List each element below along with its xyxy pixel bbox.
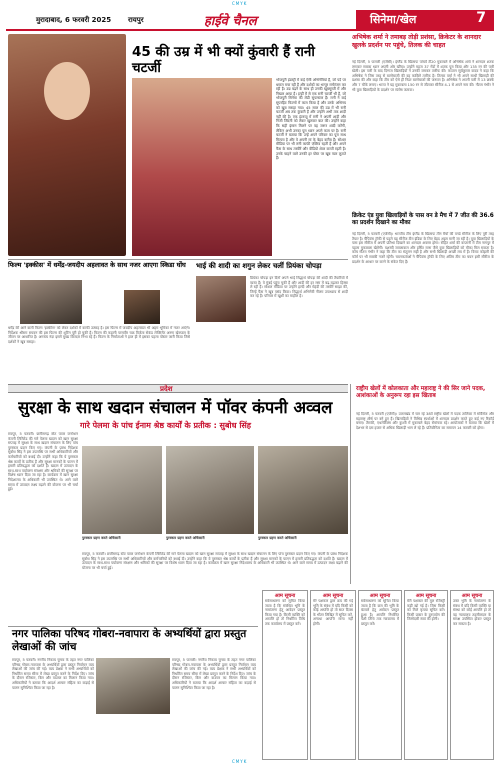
notice-title: आम सूचना [415,593,437,599]
lower-left-divider [8,626,258,627]
pradesh-photo-1 [82,446,162,534]
pradesh-caption-1: पुरस्कार ग्रहण करते अधिकारी [82,536,121,540]
cmyk-label: CMYK [232,759,248,764]
masthead-city: रायपुर [128,16,144,24]
notice-box-2 [310,590,356,760]
pradesh-subhead: गारे पेलमा के पांच ईनाम श्रेष्ठ कार्यों के प्रतीक : सुबोध सिंह [80,421,252,430]
notice-body: मेरी पक्षकार की मूल रजिस्ट्री कहीं खो गई है। जिस किसी को मिले कृपया सूचित करें। किसी प्रकार के दुरुपयोग की जिम्मेदारी स्वयं की होगी। [407,599,445,622]
notice-title: आम सूचना [461,593,483,599]
notice-body: सर्वसाधारण को सूचित किया जाता है कि ग्राम की भूमि के बंटवारे हेतु आवेदन प्रस्तुत हुआ है। आपत्ति निर्धारित पेशी तिथि तक न्यायालय में प्रस्तुत करें। [361,599,399,626]
masthead-logo: हाईवे चैनल [204,14,257,29]
lead-photo [8,34,126,256]
right-lower-headline: राष्ट्रीय खेलों में कोलकाता और महाराष्ट्र ने की सिर जाने पदक, आशंकाओं के अनुरूप रहा इस खिताब [356,386,486,399]
right-divider [350,384,351,584]
pradesh-headline: सुरक्षा के साथ खदान संचालन में पॉवर कंपनी अव्वल [18,398,333,417]
mid-left-photo [20,280,82,324]
notice-title: आम सूचना [322,593,344,599]
notice-title: आम सूचना [369,593,391,599]
section-band-label: प्रदेश [160,385,173,393]
lead-headline: 45 की उम्र में भी क्यों कुंवारी हैं रानी चटर्जी [132,44,315,76]
masthead [6,9,494,31]
mid-left-headline: फिल्म 'इक्कीस' में धर्मेंद्र-जयदीप अहलावत के साथ नजर आएगा स्किडा घोंघ [8,261,186,269]
notice-body: मेरे पक्षकार द्वारा क्रय की गई भूमि के संबंध में यदि किसी को कोई आपत्ति हो तो सात दिवस के भीतर लिखित में सूचित करें, अन्यथा आपत्ति मान्य नहीं होगी। [313,599,353,626]
notice-box-3 [358,590,402,760]
cmyk-top [232,1,247,6]
lead-photo-2 [132,78,272,256]
pradesh-body-2: रायपुर, 5 फरवरी। छत्तीसगढ़ स्टेट पावर जनरेशन कंपनी लिमिटेड की गारे पेलमा खदान को खान सुरक्षा सप्ताह में सुरक्षा के साथ खदान संचालन के लिए पांच पुरस्कार प्रदान किए गए। कंपनी के प्रबंध निदेशक सुबोध सिंह ने इस उपलब्धि पर सभी अधिकारियों और कर्मचारियों को बधाई दी। उन्होंने कहा कि ये पुरस्कार श्रेष्ठ कार्यों के प्रतीक हैं और सुरक्षा मानकों के पालन में हमारी प्रतिबद्धता को दर्शाते हैं। खदान में उत्पादन के साथ-साथ पर्यावरण संरक्षण और श्रमिकों की सुरक्षा पर विशेष ध्यान दिया जा रहा है। कार्यक्रम में खान सुरक्षा निदेशालय के अधिकारी भी उपस्थित थे। आने वाले समय में उत्पादन लक्ष्य बढ़ाने की योजना पर भी चर्चा हुई। [82,552,348,570]
mid-right-body: प्रियंका चोपड़ा इन दिनों अपने भाई सिद्धार्थ चोपड़ा की शादी की तैयारियों में व्यस्त हैं। वे मुंबई पहुंच चुकी हैं और शादी की हर रस्म में बढ़-चढ़कर हिस्सा ले रही हैं। सोशल मीडिया पर उन्होंने हल्दी और मेहंदी की तस्वीरें साझा कीं, जिन्हें फैंस ने खूब पसंद किया। सिद्धार्थ अभिनेत्री नीलम उपाध्याय से शादी कर रहे हैं। परिवार में खुशी का माहौल है। [250,276,348,299]
page-number: 7 [476,10,486,26]
pradesh-caption-2: पुरस्कार ग्रहण करते अधिकारी [166,536,205,540]
right-mid-body: नई दिल्ली, 5 फरवरी (एजेंसी)। भारतीय टीम इंग्लैंड के खिलाफ तीन मैचों की वनडे सीरीज के लिए पूरी तरह तैयार है। चैंपियंस ट्रॉफी से पहले यह सीरीज टीम इंडिया के लिए बेहद अहम मानी जा रही है। युवा खिलाड़ियों के पास इस सीरीज में अपनी प्रतिभा दिखाने का शानदार अवसर होगा। रोहित शर्मा की कप्तानी में टीम नागपुर में पहला मुकाबला खेलेगी। यशस्वी जायसवाल और हर्षित राणा जैसे युवा खिलाड़ियों को मौका मिल सकता है। कोच गौतम गंभीर ने कहा कि टीम का संतुलन सही है और सभी खिलाड़ी अच्छी लय में हैं। विराट कोहली की फॉर्म पर भी सबकी नजरें रहेंगी। चयनकर्ताओं ने चैंपियंस ट्रॉफी के लिए अंतिम टीम का चयन इसी सीरीज के प्रदर्शन के आधार पर करने के संकेत दिए हैं। [352,232,494,264]
section-title: सिनेमा/खेल [370,13,417,26]
lower-left-photo [96,658,170,714]
right-top-body: नई दिल्ली, 5 फरवरी (एजेंसी)। इंग्लैंड के खिलाफ पांचवें टी20 मुकाबले में अभिषेक शर्मा ने शानदार शतक लगाकर सबका ध्यान अपनी ओर खींचा। उन्होंने महज 37 गेंदों में शतक पूरा किया और 135 रन की पारी खेली। इस पारी के बाद दिग्गज खिलाड़ियों ने उनकी जमकर तारीफ की। कप्तान सूर्यकुमार यादव ने कहा कि अभिषेक ने जिस तरह से बल्लेबाजी की वह काबिले तारीफ है। तिलक वर्मा ने भी अपने साथी खिलाड़ी की प्रशंसा की और कहा कि टीम को ऐसे ही निडर बल्लेबाजों की जरूरत है। अभिषेक ने अपनी पारी में 13 छक्के और 7 चौके लगाए। भारत ने यह मुकाबला 150 रन से जीतकर सीरीज 4-1 से अपने नाम की। गौतम गंभीर ने भी युवा खिलाड़ियों के प्रदर्शन पर संतोष जताया। [352,60,494,92]
pradesh-photo-2 [166,446,254,534]
mid-band-divider [8,259,348,260]
right-mid-headline: क्रिकेट एंड युवा खिलाड़ियों के पास वन डे मैच में 7 जीत की 36.6 का प्रदर्शन दिखाने का मौका [352,213,494,226]
cmyk-label: CMYK [232,1,248,6]
notice-box-4 [404,590,448,760]
notice-body: उक्त भूमि के नामांतरण के संबंध में यदि किसी व्यक्ति या संस्था को कोई आपत्ति हो तो वह न्यायालय तहसीलदार के समक्ष उपस्थित होकर प्रस्तुत कर सकता है। [453,599,491,626]
masthead-date: मुरादाबाद, 6 फरवरी 2025 [36,16,112,24]
section-tab [356,10,494,29]
pradesh-body: रायपुर, 5 फरवरी। छत्तीसगढ़ स्टेट पावर जनरेशन कंपनी लिमिटेड की गारे पेलमा खदान को खान सुरक्षा सप्ताह में सुरक्षा के साथ खदान संचालन के लिए पांच पुरस्कार प्रदान किए गए। कंपनी के प्रबंध निदेशक सुबोध सिंह ने इस उपलब्धि पर सभी अधिकारियों और कर्मचारियों को बधाई दी। उन्होंने कहा कि ये पुरस्कार श्रेष्ठ कार्यों के प्रतीक हैं और सुरक्षा मानकों के पालन में हमारी प्रतिबद्धता को दर्शाते हैं। खदान में उत्पादन के साथ-साथ पर्यावरण संरक्षण और श्रमिकों की सुरक्षा पर विशेष ध्यान दिया जा रहा है। कार्यक्रम में खान सुरक्षा निदेशालय के अधिकारी भी उपस्थित थे। आने वाले समय में उत्पादन लक्ष्य बढ़ाने की योजना पर भी चर्चा हुई। [8,432,78,492]
face-shape [44,62,90,120]
lower-left-headline: नगर पालिका परिषद गोबरा-नवापारा के अभ्यर्थियों द्वारा प्रस्तुत लेखाओं की जांच [12,628,247,653]
cmyk-bottom [232,759,247,764]
lower-left-body: रायपुर, 5 फरवरी। नगरीय निकाय चुनाव के तहत नगर पालिका परिषद गोबरा-नवापारा के अभ्यर्थियों द्वारा प्रस्तुत निर्वाचन व्यय लेखाओं की जांच की गई। व्यय प्रेक्षक ने सभी अभ्यर्थियों को निर्धारित समय सीमा में लेखा प्रस्तुत करने के निर्देश दिए। जांच के दौरान रजिस्टर, बिल और वाउचर का मिलान किया गया। अधिकारियों ने बताया कि आदर्श आचार संहिता का कड़ाई से पालन सुनिश्चित किया जा रहा है। [12,658,94,690]
right-lower-body: नई दिल्ली, 5 फरवरी (एजेंसी)। उत्तराखंड में चल रहे 38वें राष्ट्रीय खेलों में पदक तालिका में सर्विसेज और महाराष्ट्र शीर्ष पर बने हुए हैं। खिलाड़ियों ने विभिन्न स्पर्धाओं में शानदार प्रदर्शन करते हुए कई नए रिकॉर्ड बनाए। तैराकी, एथलेटिक्स और कुश्ती में मुकाबले बेहद रोमांचक रहे। आयोजकों ने बताया कि खेलों में देशभर से दस हजार से अधिक खिलाड़ी भाग ले रहे हैं। प्रतियोगिता का समापन 14 फरवरी को होगा। [356,412,494,430]
lead-body: भोजपुरी इंडस्ट्री में कई ऐसी अभिनेत्रियां हैं, जो पर्दे पर धमाल मचा रही हैं और दर्शकों का भरपूर मनोरंजन कर रही हैं। उम्र बढ़ने के साथ ही उनकी खूबसूरती में और निखार आया है। इन्हीं में से एक रानी चटर्जी भी हैं, जो भोजपुरी सिनेमा की लेडी सुपरस्टार हैं। रानी ने कई सुपरहिट फिल्मों में काम किया है और उनके अभिनय को खूब सराहा गया। 45 साल की उम्र में भी रानी चटर्जी अब तक कुंवारी हैं और उन्होंने अभी तक शादी नहीं की है। एक इंटरव्यू में रानी ने अपनी शादी और निजी जिंदगी को लेकर खुलकर बात की। उन्होंने कहा कि सही इंसान मिलने पर वह जरूर शादी करेंगी, लेकिन अभी उनका पूरा ध्यान अपने काम पर है। रानी चटर्जी ने बताया कि उन्हें अपने परिवार का पूरा साथ मिलता है और वे अपनी मां के बेहद करीब हैं। सोशल मीडिया पर भी रानी काफी एक्टिव रहती हैं और अपने फैंस के साथ तस्वीरें और वीडियो शेयर करती रहती हैं। उनके चाहने वाले उनकी हर पोस्ट पर खूब प्यार लुटाते हैं। [276,78,346,161]
notice-box-5 [450,590,494,760]
pradesh-caption-3: पुरस्कार ग्रहण करते अधिकारी [258,536,297,540]
lower-left-body-2: रायपुर, 5 फरवरी। नगरीय निकाय चुनाव के तहत नगर पालिका परिषद गोबरा-नवापारा के अभ्यर्थियों द्वारा प्रस्तुत निर्वाचन व्यय लेखाओं की जांच की गई। व्यय प्रेक्षक ने सभी अभ्यर्थियों को निर्धारित समय सीमा में लेखा प्रस्तुत करने के निर्देश दिए। जांच के दौरान रजिस्टर, बिल और वाउचर का मिलान किया गया। अधिकारियों ने बताया कि आदर्श आचार संहिता का कड़ाई से पालन सुनिश्चित किया जा रहा है। [172,658,256,690]
right-top-headline: अभिषेक शर्मा ने तमाबड़ तोड़ी प्रशंसा, क्रिकेटर के शानदार खुलके प्रदर्शन पर पहुंचे, तिलक की चाहत [352,34,481,49]
notice-title: आम सूचना [274,593,296,599]
mid-right-photo [196,276,246,322]
mid-right-headline: भाई की शादी का शगुन लेकर चलीं प्रियंका चोपड़ा [196,262,322,270]
mid-left-body: धर्मेंद्र की आने वाली फिल्म 'इक्कीस' को लेकर दर्शकों में काफी उत्साह है। इस फिल्म में जयदीप अहलावत भी अहम भूमिका में नजर आएंगे। निर्देशक श्रीराम राघवन की इस फिल्म की शूटिंग पूरी हो चुकी है। फिल्म की कहानी परमवीर चक्र विजेता सेकंड लेफ्टिनेंट अरुण खेत्रपाल के जीवन पर आधारित है। अगस्त्य नंदा इसमें मुख्य किरदार निभा रहे हैं। फिल्म के निर्माताओं ने हाल ही में इसका पहला पोस्टर जारी किया जिसे दर्शकों ने खूब सराहा। [8,326,190,344]
pradesh-photo-3 [258,446,348,534]
notice-body: सर्वसाधारण को सूचित किया जाता है कि संबंधित भूमि के नामांतरण हेतु आवेदन प्रस्तुत किया गया है। किसी व्यक्ति को आपत्ति हो तो निर्धारित तिथि तक कार्यालय में प्रस्तुत करें। [265,599,305,626]
section-band [8,384,348,393]
mid-left-photo-2 [124,290,160,324]
notice-box-1 [262,590,308,760]
